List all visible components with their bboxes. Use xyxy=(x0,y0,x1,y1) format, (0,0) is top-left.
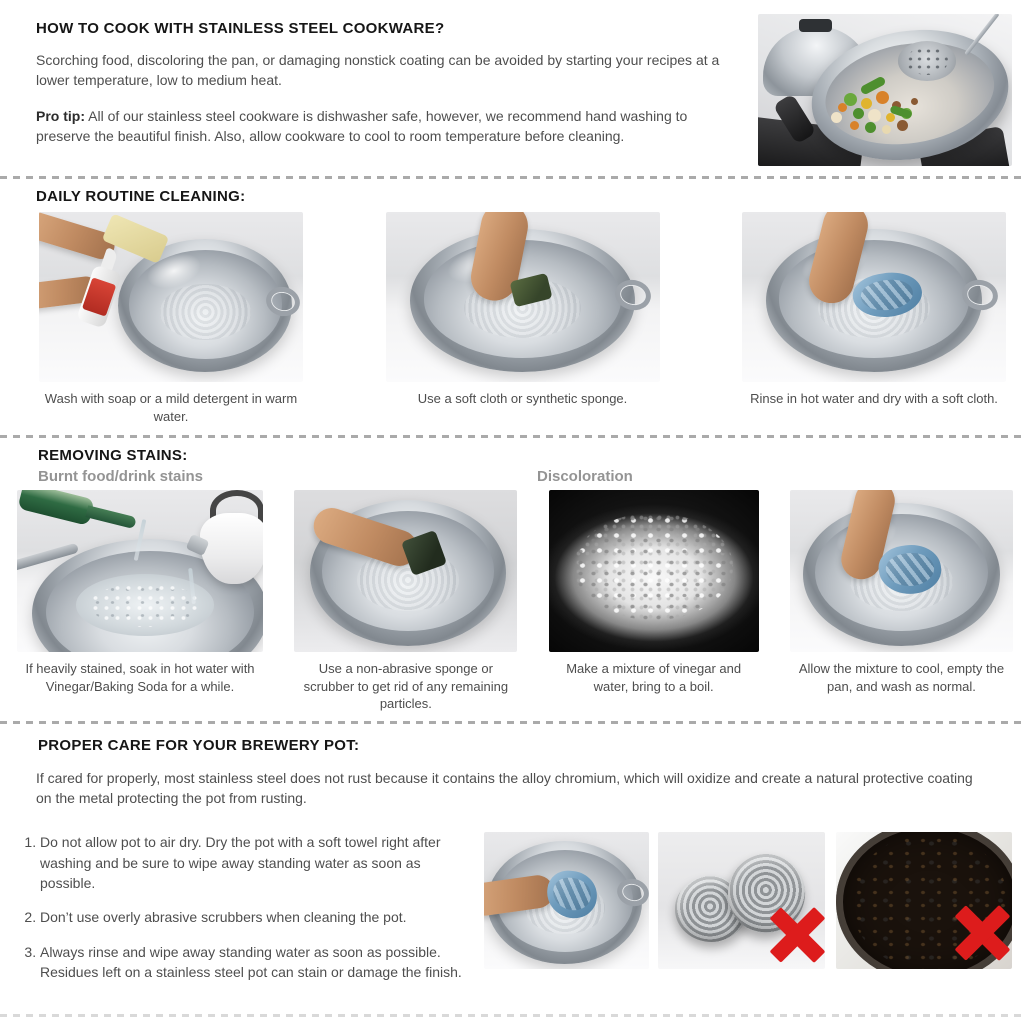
section-removing-stains xyxy=(0,438,1024,721)
care-tips-list xyxy=(20,832,474,996)
stain-step-caption: Use a non-abrasive sponge or scrubber to get rid of any remaining particles. xyxy=(303,661,509,712)
brushed-metal-shape xyxy=(160,284,251,340)
daily-step-caption: Rinse in hot water and dry with a soft cloth. xyxy=(750,391,998,406)
kettle-body-shape xyxy=(200,513,263,584)
towel-dry-photo xyxy=(484,832,649,969)
care-tip-item: 3. Always rinse and wipe away standing water as soon as possible. Residues left on a stainless steel pot can stain or damage the finish. xyxy=(40,942,474,983)
dashed-divider xyxy=(0,1014,1024,1017)
section-how-to-cook xyxy=(0,0,1024,176)
pro-tip-paragraph xyxy=(36,106,726,147)
section-daily-cleaning xyxy=(0,179,1024,435)
stain-step-2 xyxy=(294,490,517,713)
pro-tip-text: All of our stainless steel cookware is dishwasher safe, however, we recommend hand washing to preserve the beautiful finish. Also, allow cookware to cool to room temperature before cleaning. xyxy=(36,107,688,144)
prohibited-x-icon xyxy=(769,907,825,963)
section-title-how-to-cook: HOW TO COOK WITH STAINLESS STEEL COOKWARE? xyxy=(36,20,445,37)
cool-wash-photo xyxy=(790,490,1013,652)
kettle-shape xyxy=(194,493,263,584)
prohibited-x-icon xyxy=(954,905,1010,961)
daily-steps-row xyxy=(39,212,1006,425)
scrub-particles-photo xyxy=(294,490,517,652)
daily-step-caption: Wash with soap or a mild detergent in warm water. xyxy=(44,391,298,424)
intro-paragraph: Scorching food, discoloring the pan, or damaging nonstick coating can be avoided by starting your recipes at a lower temperature, low to medium heat. xyxy=(36,52,720,89)
stain-type-labels xyxy=(0,464,1024,488)
care-intro-paragraph: If cared for properly, most stainless steel does not rust because it contains the alloy chromium, which will oxidize and create a natural protective coating on the metal protecting the pot from rusting. xyxy=(36,769,973,807)
care-tip-item: 1. Do not allow pot to air dry. Dry the pot with a soft towel right after washing and be sure to wipe away standing water as soon as possible. xyxy=(40,832,474,893)
daily-step-2 xyxy=(386,212,660,425)
sponge-wipe-photo xyxy=(386,212,660,382)
bottle-neck-shape xyxy=(86,506,137,529)
intro-text-block xyxy=(36,20,726,161)
bottle-body-shape xyxy=(18,490,96,526)
stain-step-caption: Make a mixture of vinegar and water, bring to a boil. xyxy=(566,661,742,694)
stain-steps-row xyxy=(17,490,1013,713)
daily-step-3 xyxy=(742,212,1006,425)
vinegar-bottle-shape xyxy=(17,490,139,539)
section-title-daily-cleaning: DAILY ROUTINE CLEANING: xyxy=(36,188,246,205)
discoloration-label: Discoloration xyxy=(537,468,633,486)
section-proper-care xyxy=(0,724,1024,996)
care-content-row xyxy=(20,832,1024,996)
stain-step-caption: Allow the mixture to cool, empty the pan, and wash as normal. xyxy=(798,661,1005,694)
pro-tip-label: Pro tip: xyxy=(36,107,85,124)
slotted-spoon-shape xyxy=(898,41,956,81)
section-title-proper-care: PROPER CARE FOR YOUR BREWERY POT: xyxy=(38,736,360,754)
cloth-dry-photo xyxy=(742,212,1006,382)
daily-step-1 xyxy=(39,212,303,425)
daily-step-caption: Use a soft cloth or synthetic sponge. xyxy=(417,391,628,406)
stain-step-3 xyxy=(549,490,759,713)
burnt-stains-label: Burnt food/drink stains xyxy=(38,468,203,486)
vinegar-soak-photo xyxy=(17,490,263,652)
care-tip-item: 2. Don’t use overly abrasive scrubbers when cleaning the pot. xyxy=(40,907,474,927)
steel-scrubber-photo xyxy=(658,832,825,969)
stain-step-4 xyxy=(790,490,1013,713)
boil-vinegar-photo xyxy=(549,490,759,652)
stir-fry-wok-photo xyxy=(758,14,1012,166)
boiling-bubbles-shape xyxy=(574,513,734,620)
stain-step-caption: If heavily stained, soak in hot water with Vinegar/Baking Soda for a while. xyxy=(25,661,255,694)
stain-step-1 xyxy=(17,490,263,713)
care-photos-row xyxy=(484,832,1012,969)
lid-knob-shape xyxy=(799,19,832,33)
burnt-pan-photo xyxy=(836,832,1012,969)
soap-wash-photo xyxy=(39,212,303,382)
section-title-removing-stains: REMOVING STAINS: xyxy=(38,447,188,465)
bottle-label-shape xyxy=(82,277,116,316)
